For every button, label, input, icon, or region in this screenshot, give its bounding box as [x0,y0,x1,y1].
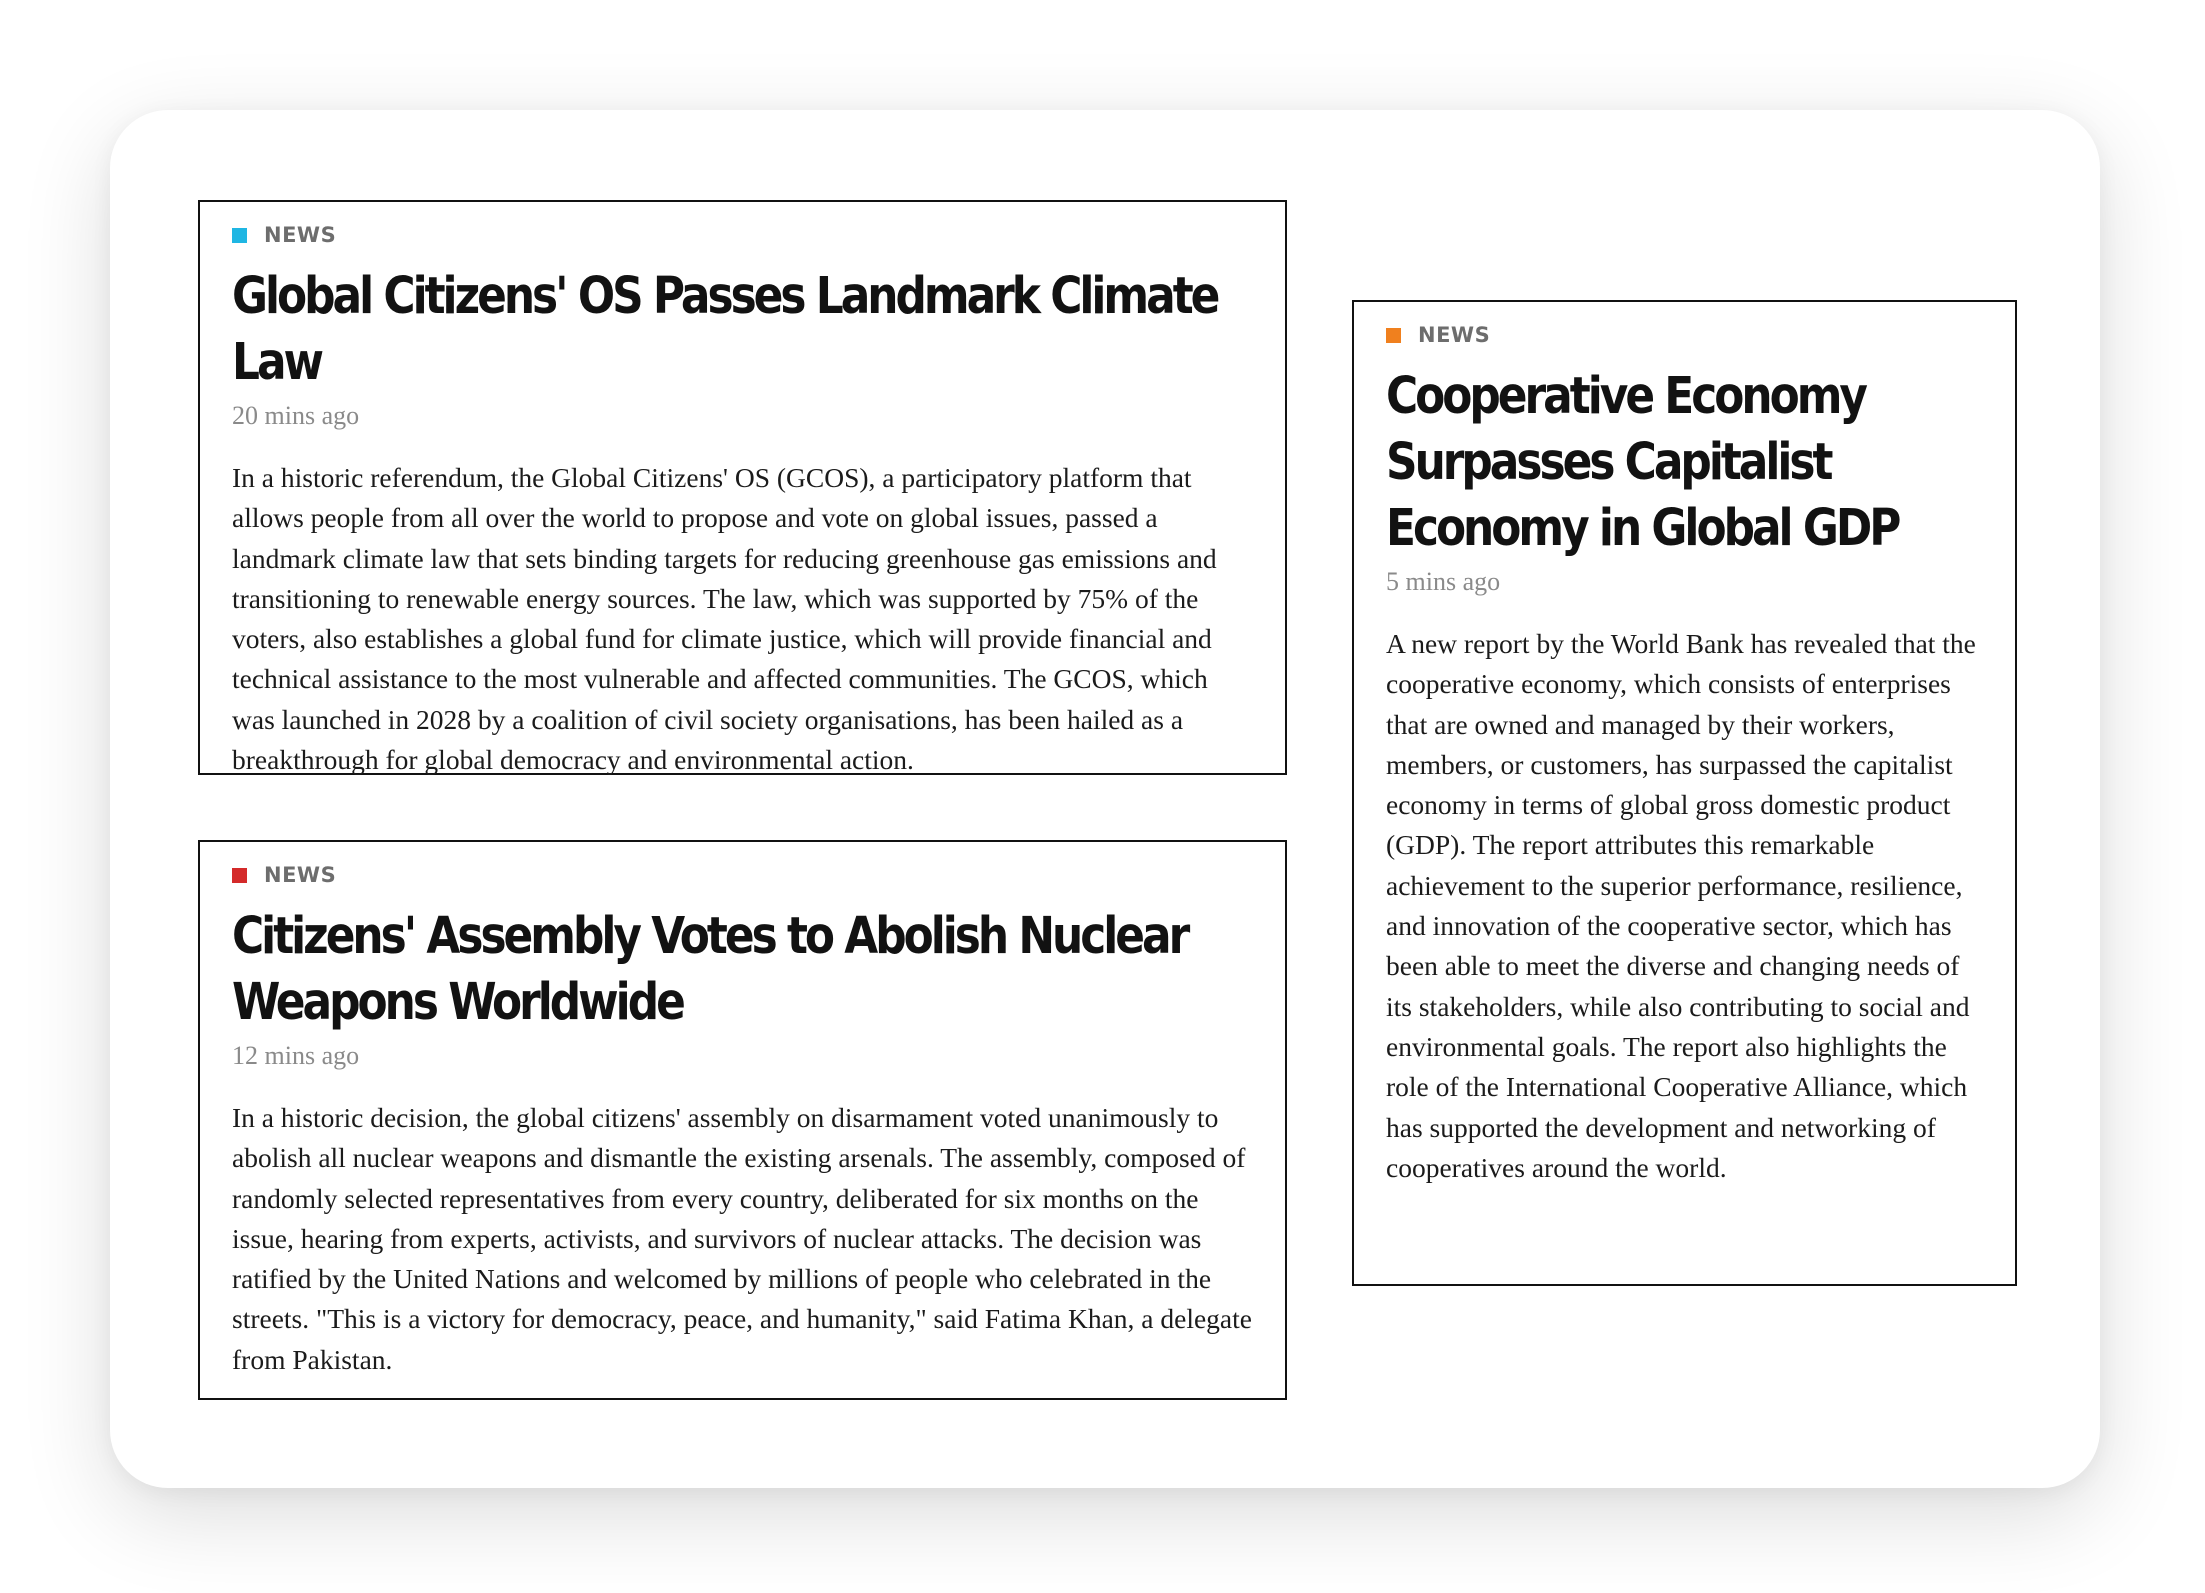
article-body: In a historic referendum, the Global Citizens' OS (GCOS), a participatory platform that allows people from all over the world to propose and vote on global issues, passed a landmark climate law that sets binding targets for reducing greenhouse gas emissions and transitioning to renewable energy sources. The law, which was supported by 75% of the voters, also establishes a global fund for climate justice, which will provide financial and technical assistance to the most vulnerable and affected communities. The GCOS, which was launched in 2028 by a coalition of civil society organisations, has been hailed as a breakthrough for global democracy and environmental action. [232,462,1217,776]
article-headline[interactable]: Citizens' Assembly Votes to Abolish Nuclear Weapons Worldwide [232,907,1188,1032]
category-label: NEWS [264,223,337,247]
article-timestamp: 12 mins ago [232,1041,360,1070]
article-timestamp: 20 mins ago [232,401,360,430]
news-card-cooperative-economy[interactable] [1352,300,2017,1286]
category-square-icon [1386,328,1401,343]
article-headline[interactable]: Global Citizens' OS Passes Landmark Climate Law [232,267,1218,392]
category-square-icon [232,228,247,243]
article-headline[interactable]: Cooperative Economy Surpasses Capitalist Economy in Global GDP [1386,367,1899,558]
category-tag [232,860,1253,890]
category-tag [1386,320,1983,350]
article-body: In a historic decision, the global citizens' assembly on disarmament voted unanimously to abolish all nuclear weapons and dismantle the existing arsenals. The assembly, composed of randomly selected representatives from every country, deliberated for six months on the issue, hearing from experts, activists, and survivors of nuclear attacks. The decision was ratified by the United Nations and welcomed by millions of people who celebrated in the streets. "This is a victory for democracy, peace, and humanity," said Fatima Khan, a delegate from Pakistan. [232,1102,1252,1375]
news-card-nuclear-abolition[interactable] [198,840,1287,1400]
category-label: NEWS [1418,323,1491,347]
news-card-climate-law[interactable] [198,200,1287,775]
category-square-icon [232,868,247,883]
article-body: A new report by the World Bank has revealed that the cooperative economy, which consists of enterprises that are owned and managed by their workers, members, or customers, has surpassed the capitalist economy in terms of global gross domestic product (GDP). The report attributes this remarkable achievement to the superior performance, resilience, and innovation of the cooperative sector, which has been able to meet the diverse and changing needs of its stakeholders, while also contributing to social and environmental goals. The report also highlights the role of the International Cooperative Alliance, which has supported the development and networking of cooperatives around the world. [1386,628,1976,1183]
category-tag [232,220,1253,250]
category-label: NEWS [264,863,337,887]
article-timestamp: 5 mins ago [1386,567,1501,596]
